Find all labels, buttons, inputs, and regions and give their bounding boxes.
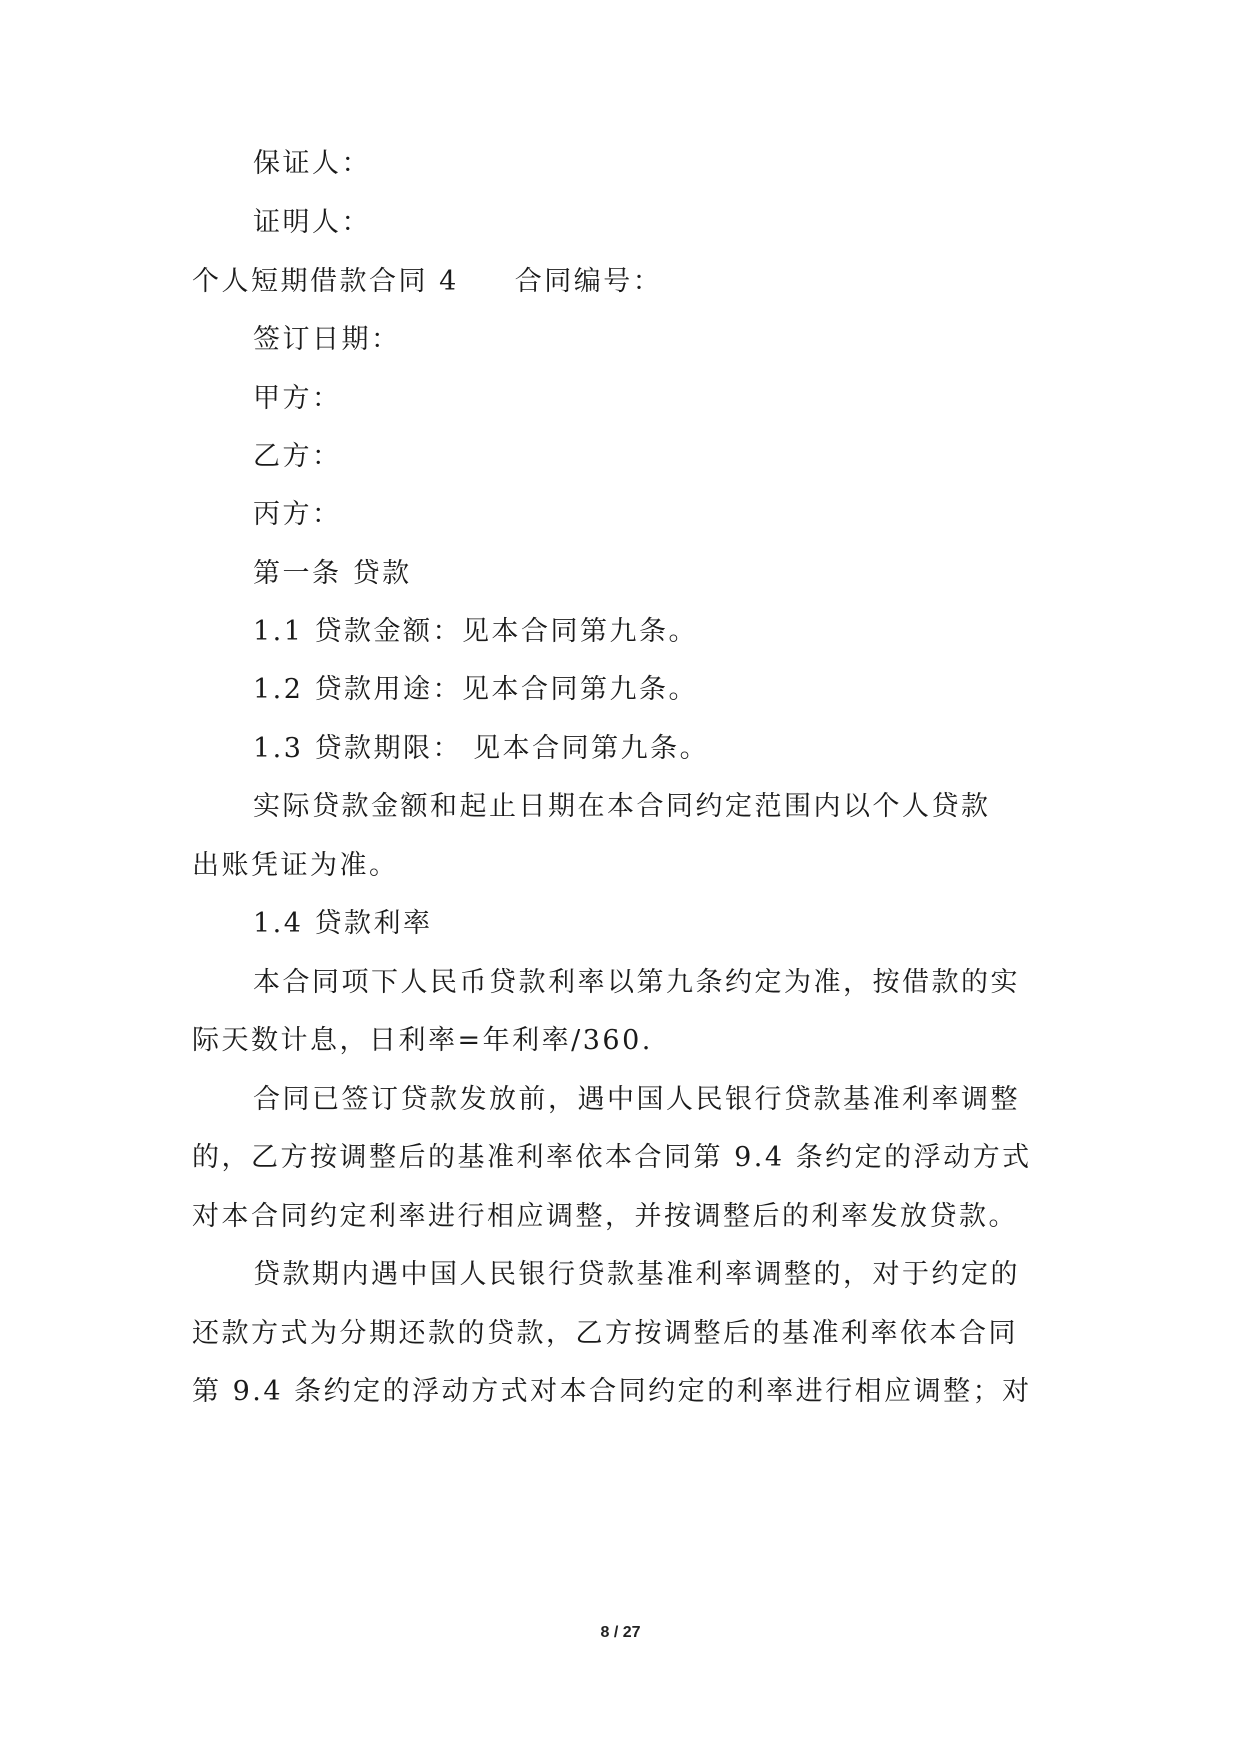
contract-heading-line (192, 264, 662, 300)
clause-1-1: 1.1 贷款金额：见本合同第九条。 (253, 616, 699, 647)
paragraph-4-line-1: 贷款期内遇中国人民银行贷款基准利率调整的，对于约定的 (253, 1259, 1020, 1290)
paragraph-3-line-2: 的，乙方按调整后的基准利率依本合同第 9.4 条约定的浮动方式 (192, 1142, 1032, 1173)
clause-1-2: 1.2 贷款用途：见本合同第九条。 (253, 674, 699, 705)
paragraph-4-line-3: 第 9.4 条约定的浮动方式对本合同约定的利率进行相应调整；对 (192, 1376, 1032, 1407)
paragraph-4-line-2: 还款方式为分期还款的贷款，乙方按调整后的基准利率依本合同 (192, 1318, 1018, 1349)
party-a-line: 甲方： (253, 383, 342, 414)
clause-1-4: 1.4 贷款利率 (253, 908, 433, 939)
paragraph-1-line-2: 出账凭证为准。 (192, 850, 399, 881)
clause-1-3: 1.3 贷款期限： 见本合同第九条。 (253, 733, 710, 764)
witness-line: 证明人： (253, 207, 371, 238)
paragraph-2-line-1: 本合同项下人民币贷款利率以第九条约定为准，按借款的实 (253, 967, 1020, 998)
contract-title: 个人短期借款合同 4 (192, 266, 459, 297)
sign-date-line: 签订日期： (253, 324, 401, 355)
page-number: 8 / 27 (600, 1624, 641, 1641)
paragraph-3-line-1: 合同已签订贷款发放前，遇中国人民银行贷款基准利率调整 (253, 1084, 1020, 1115)
party-c-line: 丙方： (253, 499, 342, 530)
paragraph-2-line-2: 际天数计息，日利率=年利率/360. (192, 1025, 653, 1056)
party-b-line: 乙方： (253, 441, 342, 472)
paragraph-1-line-1: 实际贷款金额和起止日期在本合同约定范围内以个人贷款 (253, 791, 991, 822)
article-1-heading: 第一条 贷款 (253, 558, 412, 589)
guarantor-line: 保证人： (253, 148, 371, 179)
paragraph-3-line-3: 对本合同约定利率进行相应调整，并按调整后的利率发放贷款。 (192, 1201, 1018, 1232)
contract-number-label: 合同编号： (514, 266, 663, 297)
